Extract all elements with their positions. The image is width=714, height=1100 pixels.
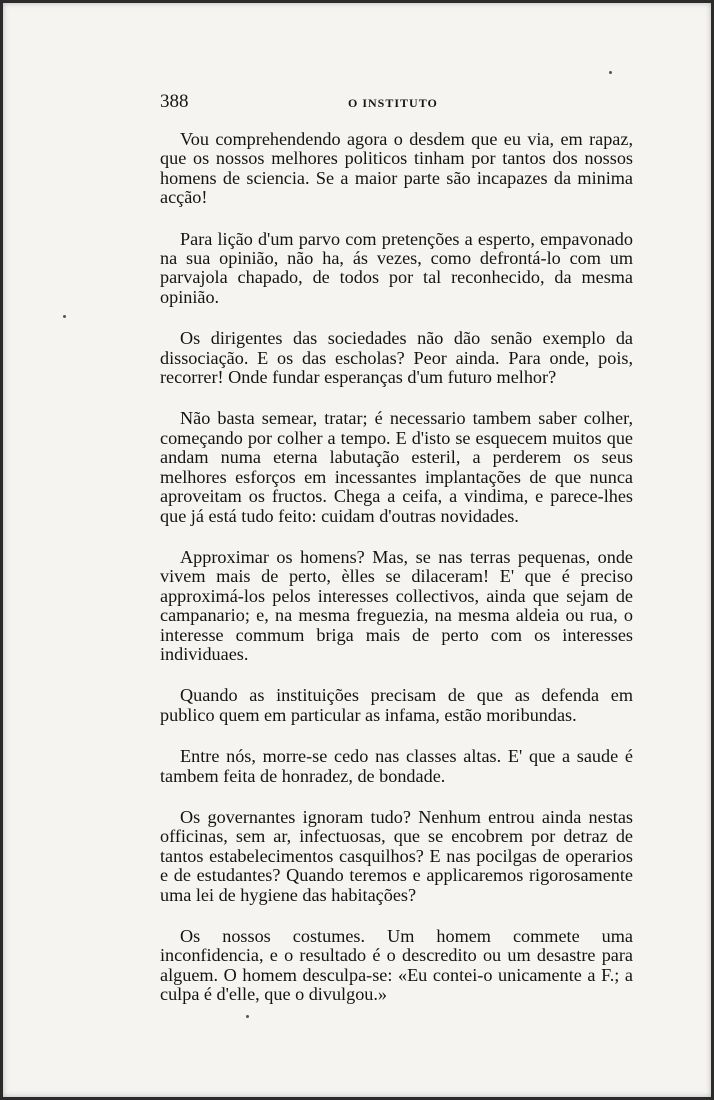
paragraph: Approximar os homens? Mas, se nas terras pequenas, onde vivem mais de perto, èlles se dilaceram! E' que é preciso approximá-los pelos interesses collectivos, ainda que sejam de campanario; e, na mesma freguezia, na mesma aldeia ou rua, o interesse commum briga mais de perto com os interesses individuaes.	[160, 546, 633, 664]
paragraph: Os governantes ignoram tudo? Nenhum entrou ainda nestas officinas, sem ar, infectuosas, que se encobrem por detraz de tantos estabelecimentos casquilhos? E nas pocilgas de operarios e de estudantes? Quando teremos e applicaremos rigorosamente uma lei de hygiene das habitações?	[160, 806, 633, 905]
paragraph: Quando as instituições precisam de que as defenda em publico quem em particular as infama, estão moribundas.	[160, 685, 633, 725]
page-header	[160, 91, 630, 117]
paragraph: Entre nós, morre-se cedo nas classes altas. E' que a saude é tambem feita de honradez, de bondade.	[160, 746, 633, 786]
paragraph: Os dirigentes das sociedades não dão senão exemplo da dissociação. E os das escholas? Peor ainda. Para onde, pois, recorrer! Onde fundar esperanças d'um futuro melhor?	[160, 328, 633, 388]
paragraph: Os nossos costumes. Um homem commete uma inconfidencia, e o resultado é o descredito ou um desastre para alguem. O homem desculpa-se: «Eu contei-o unicamente a F.; a culpa é d'elle, que o divulgou.»	[160, 926, 633, 1005]
paper-speck	[609, 71, 612, 74]
body-text	[160, 130, 633, 1005]
book-page	[3, 3, 711, 1097]
paragraph: Não basta semear, tratar; é necessario tambem saber colher, começando por colher a tempo. E d'isto se esquecem muitos que andam numa eterna labutação esteril, a perderem os seus melhores esforços em incessantes implantações de que nunca aproveitam os fructos. Chega a ceifa, a vindima, e parece-lhes que já está tudo feito: cuidam d'outras novidades.	[160, 408, 633, 526]
paragraph: Para lição d'um parvo com pretenções a esperto, empavonado na sua opinião, não ha, ás vezes, como defrontá-lo com um parvajola chapado, de todos por tal reconhecido, da mesma opinião.	[160, 228, 633, 307]
paper-speck	[246, 1015, 249, 1018]
page-number: 388	[160, 91, 189, 112]
paper-speck	[63, 315, 66, 318]
running-title: O INSTITUTO	[348, 96, 438, 110]
paragraph: Vou comprehendendo agora o desdem que eu via, em rapaz, que os nossos melhores politicos tinham por tantos dos nossos homens de sciencia. Se a maior parte são incapazes da minima acção!	[160, 129, 633, 208]
